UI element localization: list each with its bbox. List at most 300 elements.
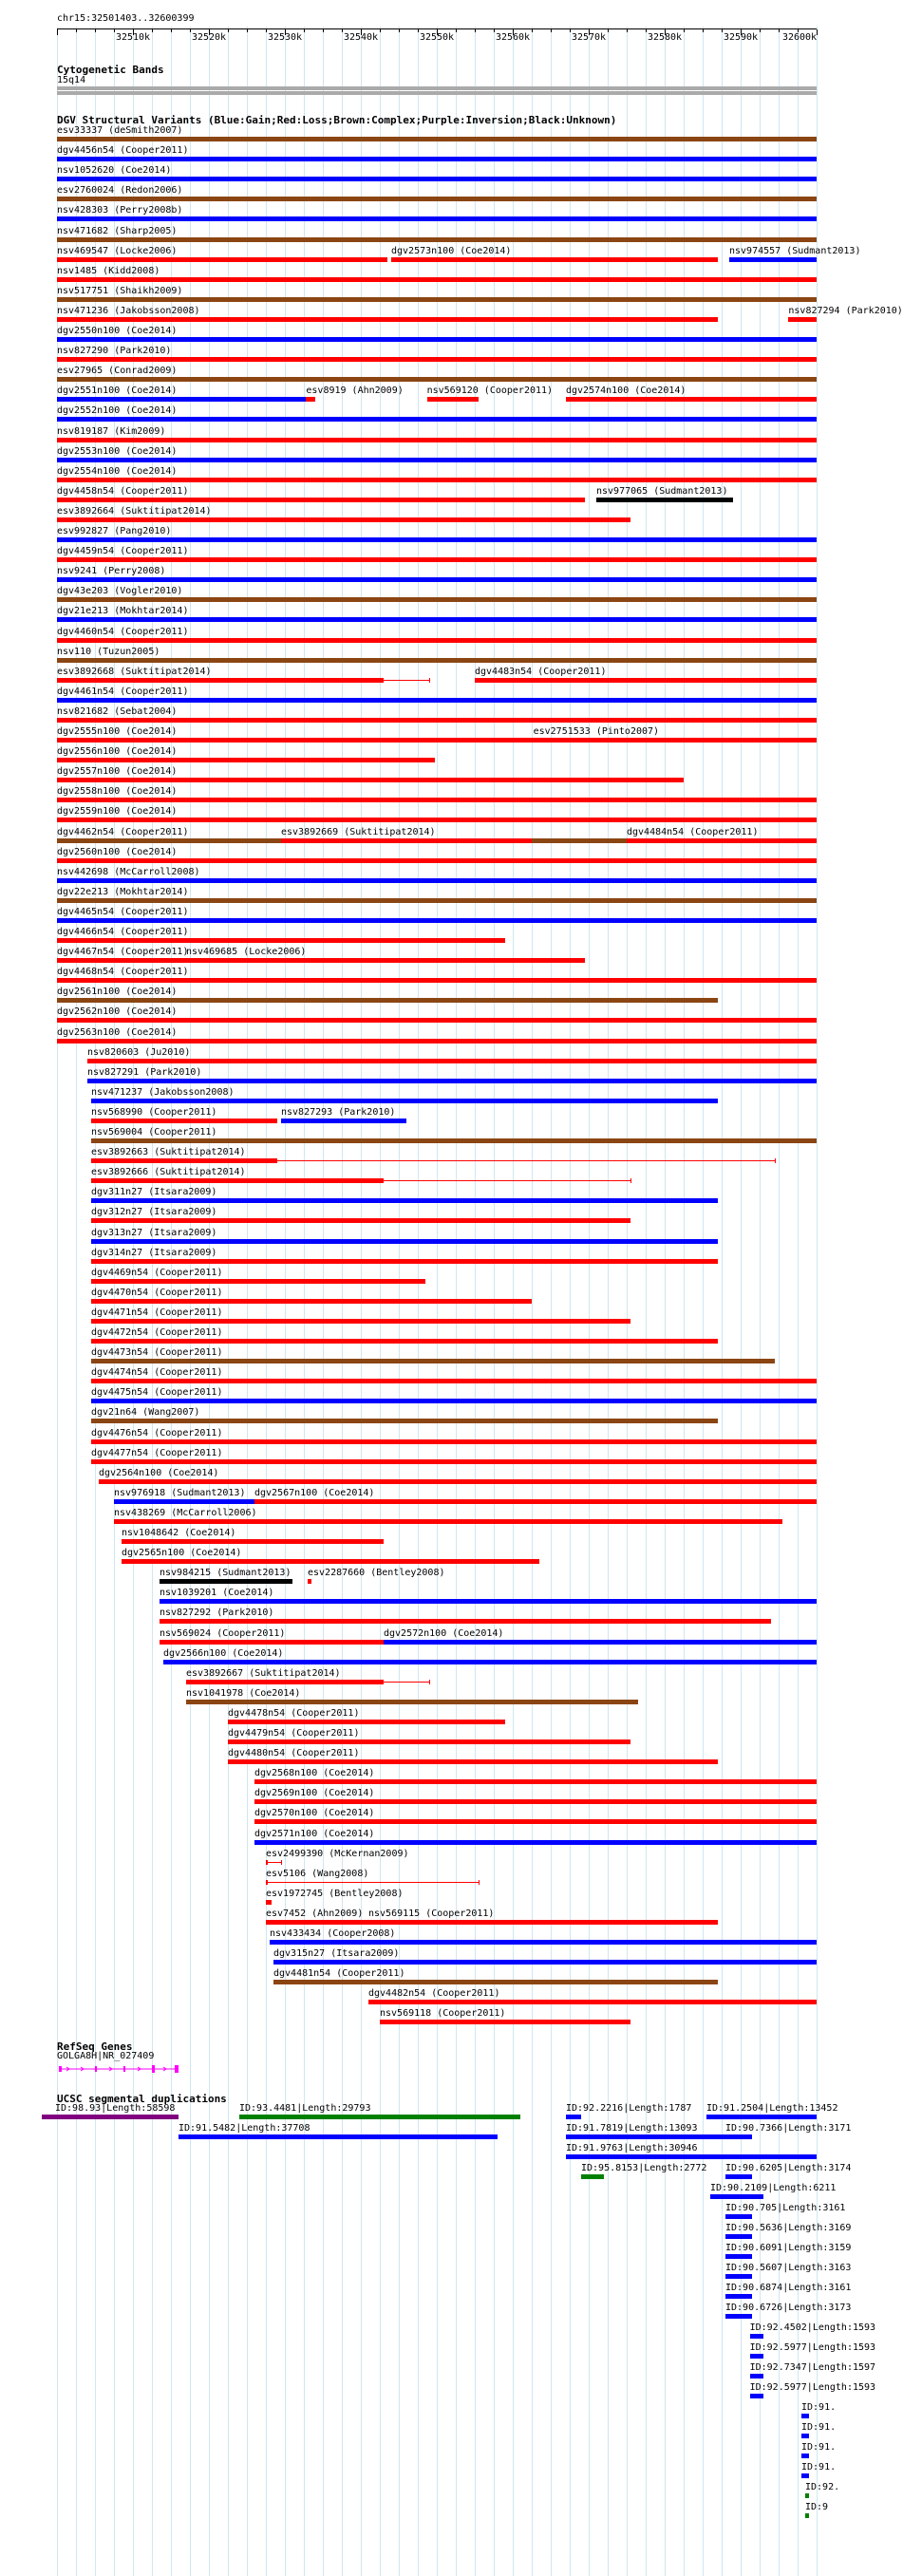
feature-bar[interactable]	[114, 1519, 782, 1524]
feature-bar[interactable]	[254, 1840, 817, 1845]
feature-bar[interactable]	[91, 1178, 384, 1183]
feature-span-line	[384, 1180, 630, 1181]
feature-bar[interactable]	[160, 1579, 292, 1584]
feature-label: nsv517751 (Shaikh2009)	[57, 285, 183, 296]
feature-label: nsv569004 (Cooper2011)	[91, 1127, 217, 1138]
feature-bar[interactable]	[725, 2214, 752, 2219]
feature-bar[interactable]	[160, 1599, 817, 1604]
feature-label: dgv4476n54 (Cooper2011)	[91, 1427, 223, 1438]
feature-bar[interactable]	[57, 216, 817, 221]
feature-bar[interactable]	[57, 678, 384, 683]
ruler-tick	[76, 29, 77, 32]
ruler-tick	[684, 29, 685, 32]
feature-bar[interactable]	[239, 2115, 520, 2119]
feature-label: dgv312n27 (Itsara2009)	[91, 1207, 217, 1218]
feature-label: nsv1039201 (Coe2014)	[160, 1588, 274, 1599]
feature-bar[interactable]	[91, 1259, 718, 1264]
feature-label: dgv43e203 (Vogler2010)	[57, 586, 183, 597]
feature-label: dgv2560n100 (Coe2014)	[57, 846, 178, 857]
feature-bar[interactable]	[57, 377, 817, 382]
ruler-tick	[342, 29, 343, 32]
feature-label: dgv4471n54 (Cooper2011)	[91, 1307, 223, 1318]
ruler-tick-label: 32510k	[115, 32, 151, 43]
feature-bar[interactable]	[725, 2294, 752, 2299]
feature-bar[interactable]	[57, 998, 718, 1003]
feature-bar[interactable]	[57, 157, 817, 161]
feature-span-line	[384, 1682, 429, 1683]
segdup-track-title: UCSC segmental duplications	[57, 2093, 227, 2105]
feature-label: dgv2558n100 (Coe2014)	[57, 786, 178, 798]
feature-label: nsv469685 (Locke2006)	[186, 947, 307, 958]
feature-label: nsv569115 (Cooper2011)	[368, 1908, 495, 1919]
feature-label: dgv4459n54 (Cooper2011)	[57, 546, 189, 557]
feature-label: dgv4482n54 (Cooper2011)	[368, 1988, 500, 2000]
feature-bar[interactable]	[57, 658, 817, 663]
feature-bar[interactable]	[57, 137, 817, 141]
feature-bar[interactable]	[57, 898, 817, 903]
feature-span-line	[384, 680, 429, 681]
feature-label: dgv2550n100 (Coe2014)	[57, 326, 178, 336]
feature-bar[interactable]	[91, 1119, 277, 1123]
feature-label: dgv2567n100 (Coe2014)	[254, 1487, 375, 1498]
feature-label: nsv827291 (Park2010)	[87, 1066, 202, 1078]
feature-bar[interactable]	[57, 938, 505, 943]
ruler-tick	[228, 29, 229, 32]
feature-bar[interactable]	[566, 397, 817, 402]
feature-bar[interactable]	[254, 1819, 817, 1824]
feature-bar[interactable]	[91, 1239, 718, 1244]
feature-label: nsv976918 (Sudmant2013)	[114, 1487, 246, 1498]
ruler-tick	[760, 29, 761, 32]
feature-bar[interactable]	[254, 1779, 817, 1784]
feature-bar[interactable]	[163, 1660, 817, 1664]
feature-bar[interactable]	[627, 838, 817, 843]
grid-line	[798, 27, 799, 2576]
feature-bar[interactable]	[270, 1940, 817, 1945]
feature-span-end	[479, 1880, 480, 1885]
feature-label: dgv21n64 (Wang2007)	[91, 1407, 200, 1419]
feature-bar[interactable]	[87, 1059, 817, 1063]
feature-label: dgv4478n54 (Cooper2011)	[228, 1707, 360, 1719]
feature-bar[interactable]	[57, 397, 306, 402]
feature-label: dgv2559n100 (Coe2014)	[57, 806, 178, 818]
feature-label: dgv2565n100 (Coe2014)	[122, 1548, 242, 1559]
feature-label: nsv471236 (Jakobsson2008)	[57, 305, 200, 316]
feature-label: nsv827294 (Park2010)	[788, 305, 903, 316]
feature-label: esv33337 (deSmith2007)	[57, 125, 183, 136]
feature-bar[interactable]	[91, 1198, 718, 1203]
feature-label: ID:91.7819|Length:13093	[566, 2123, 698, 2134]
feature-label: dgv2554n100 (Coe2014)	[57, 465, 178, 477]
feature-bar[interactable]	[57, 297, 817, 302]
feature-bar[interactable]	[57, 277, 817, 282]
feature-bar[interactable]	[725, 2254, 752, 2259]
feature-label: dgv4481n54 (Cooper2011)	[273, 1968, 405, 1980]
feature-bar[interactable]	[368, 1920, 718, 1925]
feature-bar[interactable]	[801, 2454, 809, 2458]
feature-bar[interactable]	[729, 257, 817, 262]
feature-label: ID:90.5607|Length:3163	[725, 2263, 852, 2273]
feature-bar[interactable]	[566, 2134, 725, 2139]
feature-label: esv2760024 (Redon2006)	[57, 185, 183, 197]
feature-bar[interactable]	[57, 718, 817, 723]
feature-bar[interactable]	[725, 2234, 752, 2239]
ruler-tick	[703, 29, 704, 32]
feature-bar[interactable]	[308, 1579, 311, 1584]
feature-label: dgv4480n54 (Cooper2011)	[228, 1748, 360, 1759]
feature-label: dgv4456n54 (Cooper2011)	[57, 145, 189, 157]
feature-label: esv992827 (Pang2010)	[57, 526, 172, 536]
feature-bar[interactable]	[57, 818, 817, 822]
feature-label: esv27965 (Conrad2009)	[57, 366, 178, 377]
ruler-tick-label: 32520k	[191, 32, 227, 43]
feature-label: nsv1052620 (Coe2014)	[57, 165, 172, 177]
feature-bar[interactable]	[57, 517, 630, 522]
feature-label: dgv4470n54 (Cooper2011)	[91, 1287, 223, 1298]
grid-line	[627, 27, 628, 2576]
feature-label: dgv4460n54 (Cooper2011)	[57, 626, 189, 637]
feature-bar[interactable]	[91, 1459, 817, 1464]
feature-span-line	[277, 1160, 775, 1161]
gene-golga8h[interactable]	[57, 2062, 180, 2076]
feature-label: dgv4484n54 (Cooper2011)	[627, 826, 759, 837]
ruler-tick	[190, 29, 191, 32]
feature-bar[interactable]	[228, 1720, 505, 1724]
feature-label: esv5106 (Wang2008)	[266, 1868, 369, 1879]
feature-bar[interactable]	[179, 2134, 498, 2139]
feature-label: dgv4469n54 (Cooper2011)	[91, 1267, 223, 1278]
feature-label: dgv2557n100 (Coe2014)	[57, 766, 178, 778]
ruler-tick-label: 32590k	[723, 32, 759, 43]
feature-bar[interactable]	[805, 2513, 809, 2518]
feature-label: esv1972745 (Bentley2008)	[266, 1888, 404, 1899]
feature-bar[interactable]	[391, 257, 718, 262]
feature-label: nsv974557 (Sudmant2013)	[729, 245, 861, 256]
feature-bar[interactable]	[725, 2314, 752, 2319]
ruler-tick-label: 32570k	[571, 32, 607, 43]
feature-label: dgv4465n54 (Cooper2011)	[57, 906, 189, 917]
feature-label: dgv4473n54 (Cooper2011)	[91, 1347, 223, 1359]
feature-label: ID:91.5482|Length:37708	[179, 2123, 310, 2134]
feature-bar[interactable]	[42, 2115, 179, 2119]
ruler-tick	[399, 29, 400, 32]
feature-label: ID:92.4502|Length:1593	[749, 2322, 876, 2333]
feature-label: ID:92.	[805, 2482, 840, 2492]
ruler-tick	[171, 29, 172, 32]
feature-bar[interactable]	[91, 1439, 817, 1444]
grid-line	[589, 27, 590, 2576]
feature-bar[interactable]	[99, 1479, 817, 1484]
feature-bar[interactable]	[57, 237, 817, 242]
feature-bar[interactable]	[57, 357, 817, 362]
feature-bar[interactable]	[57, 438, 817, 442]
feature-label: dgv2573n100 (Coe2014)	[391, 245, 512, 256]
feature-label: ID:92.7347|Length:1597	[749, 2362, 876, 2373]
feature-label: dgv4475n54 (Cooper2011)	[91, 1387, 223, 1399]
feature-label: dgv2562n100 (Coe2014)	[57, 1006, 178, 1018]
feature-label: ID:91.	[801, 2462, 837, 2473]
feature-bar[interactable]	[57, 417, 817, 422]
cytoband-bar[interactable]	[57, 86, 817, 90]
feature-label: dgv2569n100 (Coe2014)	[254, 1788, 375, 1799]
feature-bar[interactable]	[750, 2374, 763, 2379]
feature-label: esv3892668 (Suktitipat2014)	[57, 666, 212, 677]
feature-bar[interactable]	[57, 978, 817, 983]
feature-bar[interactable]	[91, 1279, 425, 1284]
feature-label: ID:92.2216|Length:1787	[566, 2103, 692, 2114]
feature-label: esv3892664 (Suktitipat2014)	[57, 505, 212, 517]
feature-bar[interactable]	[57, 798, 817, 802]
feature-bar[interactable]	[596, 498, 733, 502]
feature-label: ID:90.2109|Length:6211	[710, 2183, 837, 2193]
feature-bar[interactable]	[57, 758, 435, 762]
feature-label: ID:91.	[801, 2402, 837, 2413]
feature-label: dgv4458n54 (Cooper2011)	[57, 485, 189, 497]
ruler-tick	[494, 29, 495, 32]
feature-span-line	[268, 1882, 479, 1883]
feature-bar[interactable]	[91, 1099, 718, 1103]
ruler-tick	[380, 29, 381, 32]
ruler-tick	[627, 29, 628, 32]
feature-bar[interactable]	[566, 2154, 817, 2159]
feature-label: dgv2563n100 (Coe2014)	[57, 1026, 178, 1038]
feature-bar[interactable]	[254, 1499, 817, 1504]
feature-label: esv3892666 (Suktitipat2014)	[91, 1167, 246, 1178]
feature-bar[interactable]	[266, 1900, 272, 1905]
feature-bar[interactable]	[254, 1799, 817, 1804]
feature-bar[interactable]	[427, 397, 479, 402]
cytoband-label: 15q14	[57, 75, 86, 85]
feature-bar[interactable]	[57, 918, 817, 923]
feature-span-end	[281, 1860, 282, 1865]
feature-label: dgv2571n100 (Coe2014)	[254, 1828, 375, 1839]
feature-bar[interactable]	[91, 1419, 718, 1423]
feature-label: nsv428303 (Perry2008b)	[57, 205, 183, 216]
grid-line	[817, 27, 818, 2576]
feature-label: ID:91.	[801, 2422, 837, 2433]
feature-bar[interactable]	[91, 1399, 817, 1403]
feature-bar[interactable]	[186, 958, 585, 963]
feature-label: dgv2570n100 (Coe2014)	[254, 1808, 375, 1819]
feature-bar[interactable]	[160, 1640, 384, 1645]
ruler-tick-label: 32550k	[419, 32, 455, 43]
feature-label: nsv442698 (McCarroll2008)	[57, 866, 200, 877]
feature-label: ID:91.2504|Length:13452	[706, 2103, 838, 2114]
grid-line	[779, 27, 780, 2576]
position-label: chr15:32501403..32600399	[57, 13, 195, 24]
feature-bar[interactable]	[281, 1119, 406, 1123]
ruler-tick	[570, 29, 571, 32]
feature-bar[interactable]	[273, 1960, 817, 1965]
feature-bar[interactable]	[750, 2334, 763, 2339]
feature-label: ID:92.5977|Length:1593	[749, 2382, 876, 2393]
ruler-tick	[532, 29, 533, 32]
feature-bar[interactable]	[91, 1359, 775, 1363]
ruler-tick	[646, 29, 647, 32]
feature-bar[interactable]	[788, 317, 817, 322]
feature-label: nsv820603 (Ju2010)	[87, 1046, 191, 1058]
ruler-tick	[114, 29, 115, 32]
feature-bar[interactable]	[725, 2174, 752, 2179]
feature-label: ID:90.7366|Length:3171	[725, 2123, 852, 2134]
feature-bar[interactable]	[725, 2274, 752, 2279]
feature-label: esv8919 (Ahn2009)	[306, 385, 404, 397]
feature-bar[interactable]	[566, 2115, 581, 2119]
feature-label: nsv433434 (Cooper2008)	[270, 1928, 396, 1939]
feature-bar[interactable]	[475, 678, 817, 683]
feature-label: nsv819187 (Kim2009)	[57, 425, 166, 437]
feature-bar[interactable]	[91, 1319, 630, 1324]
grid-line	[684, 27, 685, 2576]
feature-label: dgv4477n54 (Cooper2011)	[91, 1447, 223, 1458]
feature-label: ID:90.6205|Length:3174	[725, 2163, 852, 2173]
ruler-tick	[304, 29, 305, 32]
feature-bar[interactable]	[57, 197, 817, 201]
feature-label: dgv4483n54 (Cooper2011)	[475, 666, 607, 677]
feature-bar[interactable]	[57, 478, 817, 482]
feature-bar[interactable]	[228, 1759, 718, 1764]
feature-bar[interactable]	[57, 337, 817, 342]
feature-span-end	[775, 1158, 776, 1163]
feature-label: dgv4474n54 (Cooper2011)	[91, 1367, 223, 1379]
feature-label: esv3892663 (Suktitipat2014)	[91, 1147, 246, 1158]
ruler-tick	[456, 29, 457, 32]
feature-label: dgv4479n54 (Cooper2011)	[228, 1728, 360, 1739]
feature-bar[interactable]	[160, 1619, 771, 1624]
feature-bar[interactable]	[57, 597, 817, 602]
feature-bar[interactable]	[57, 878, 817, 883]
feature-bar[interactable]	[57, 698, 817, 703]
feature-bar[interactable]	[57, 257, 387, 262]
feature-bar[interactable]	[710, 2194, 763, 2199]
feature-label: ID:90.705|Length:3161	[725, 2203, 846, 2213]
feature-bar[interactable]	[91, 1299, 532, 1304]
feature-bar[interactable]	[384, 1640, 817, 1645]
feature-bar[interactable]	[725, 2134, 752, 2139]
feature-label: ID:9	[805, 2502, 829, 2512]
feature-label: dgv2556n100 (Coe2014)	[57, 746, 178, 758]
feature-bar[interactable]	[801, 2473, 809, 2478]
feature-label: nsv471682 (Sharp2005)	[57, 225, 178, 236]
feature-label: nsv110 (Tuzun2005)	[57, 646, 160, 657]
feature-span-line	[268, 1862, 281, 1863]
cytoband-bar-lower	[57, 91, 817, 95]
feature-bar[interactable]	[57, 317, 718, 322]
feature-bar[interactable]	[57, 458, 817, 462]
feature-label: nsv1485 (Kidd2008)	[57, 265, 160, 276]
refseq-gene-label: GOLGA8H|NR_027409	[57, 2051, 155, 2061]
feature-label: dgv315n27 (Itsara2009)	[273, 1948, 400, 1960]
feature-label: ID:90.6091|Length:3159	[725, 2243, 852, 2253]
feature-label: dgv2555n100 (Coe2014)	[57, 726, 178, 737]
feature-bar[interactable]	[57, 778, 684, 782]
feature-bar[interactable]	[228, 1739, 630, 1744]
feature-label: esv2499390 (McKernan2009)	[266, 1848, 409, 1859]
ruler-tick	[247, 29, 248, 32]
ruler-tick	[418, 29, 419, 32]
feature-bar[interactable]	[368, 2000, 817, 2004]
feature-bar[interactable]	[57, 858, 817, 863]
feature-bar[interactable]	[57, 617, 817, 622]
feature-bar[interactable]	[91, 1339, 718, 1344]
feature-bar[interactable]	[91, 1138, 817, 1143]
feature-bar[interactable]	[57, 537, 817, 542]
feature-bar[interactable]	[57, 177, 817, 181]
feature-bar[interactable]	[186, 1700, 638, 1704]
grid-line	[646, 27, 647, 2576]
feature-bar[interactable]	[750, 2354, 763, 2359]
feature-bar[interactable]	[801, 2434, 809, 2438]
feature-bar[interactable]	[87, 1079, 817, 1083]
feature-label: dgv2574n100 (Coe2014)	[566, 385, 687, 397]
dgv-track-title: DGV Structural Variants (Blue:Gain;Red:Loss;Brown:Complex;Purple:Inversion;Black:Unknown)	[57, 114, 617, 126]
ruler-tick	[551, 29, 552, 32]
feature-bar[interactable]	[57, 1039, 817, 1044]
feature-bar[interactable]	[57, 557, 817, 562]
feature-bar[interactable]	[57, 577, 817, 582]
feature-label: dgv2566n100 (Coe2014)	[163, 1647, 284, 1659]
feature-bar[interactable]	[534, 738, 817, 743]
feature-label: nsv977065 (Sudmant2013)	[596, 485, 728, 497]
feature-bar[interactable]	[801, 2414, 809, 2418]
feature-bar[interactable]	[281, 838, 532, 843]
ruler-tick-label: 32530k	[267, 32, 303, 43]
feature-label: ID:98.93|Length:58598	[55, 2103, 176, 2114]
feature-bar[interactable]	[91, 1158, 277, 1163]
feature-bar[interactable]	[91, 1218, 630, 1223]
feature-bar[interactable]	[380, 2020, 630, 2024]
ruler-tick	[152, 29, 153, 32]
feature-bar[interactable]	[57, 638, 817, 643]
feature-bar[interactable]	[805, 2493, 809, 2498]
ruler-tick	[817, 29, 818, 35]
feature-bar[interactable]	[273, 1980, 718, 1984]
feature-label: ID:93.4481|Length:29793	[239, 2103, 371, 2114]
feature-bar[interactable]	[122, 1559, 539, 1564]
feature-bar[interactable]	[186, 1680, 384, 1684]
feature-bar[interactable]	[122, 1539, 384, 1544]
feature-label: nsv827292 (Park2010)	[160, 1608, 274, 1619]
ruler-tick	[475, 29, 476, 32]
feature-label: nsv1048642 (Coe2014)	[122, 1528, 236, 1538]
ruler-tick	[95, 29, 96, 32]
feature-label: ID:90.6874|Length:3161	[725, 2283, 852, 2293]
ruler-tick-label: 32560k	[495, 32, 531, 43]
feature-bar[interactable]	[750, 2394, 763, 2398]
grid-line	[703, 27, 704, 2576]
feature-label: dgv2564n100 (Coe2014)	[99, 1467, 219, 1478]
feature-bar[interactable]	[91, 1379, 817, 1383]
feature-bar[interactable]	[306, 397, 315, 402]
feature-label: dgv4466n54 (Cooper2011)	[57, 927, 189, 937]
feature-label: dgv4468n54 (Cooper2011)	[57, 967, 189, 978]
feature-label: ID:91.	[801, 2442, 837, 2453]
feature-label: ID:91.9763|Length:30946	[566, 2143, 698, 2153]
feature-label: esv3892669 (Suktitipat2014)	[281, 826, 436, 837]
feature-bar[interactable]	[57, 498, 585, 502]
feature-bar[interactable]	[706, 2115, 817, 2119]
feature-label: nsv569120 (Cooper2011)	[426, 385, 554, 397]
feature-label: dgv2553n100 (Coe2014)	[57, 445, 178, 457]
feature-label: nsv438269 (McCarroll2006)	[114, 1507, 257, 1518]
feature-bar[interactable]	[57, 1018, 817, 1023]
feature-label: dgv2552n100 (Coe2014)	[57, 405, 178, 417]
feature-label: dgv2568n100 (Coe2014)	[254, 1768, 375, 1779]
feature-bar[interactable]	[581, 2174, 604, 2179]
feature-label: ID:95.8153|Length:2772	[581, 2163, 707, 2173]
cytoband-track-title: Cytogenetic Bands	[57, 64, 164, 76]
feature-label: esv2287660 (Bentley2008)	[308, 1568, 445, 1579]
